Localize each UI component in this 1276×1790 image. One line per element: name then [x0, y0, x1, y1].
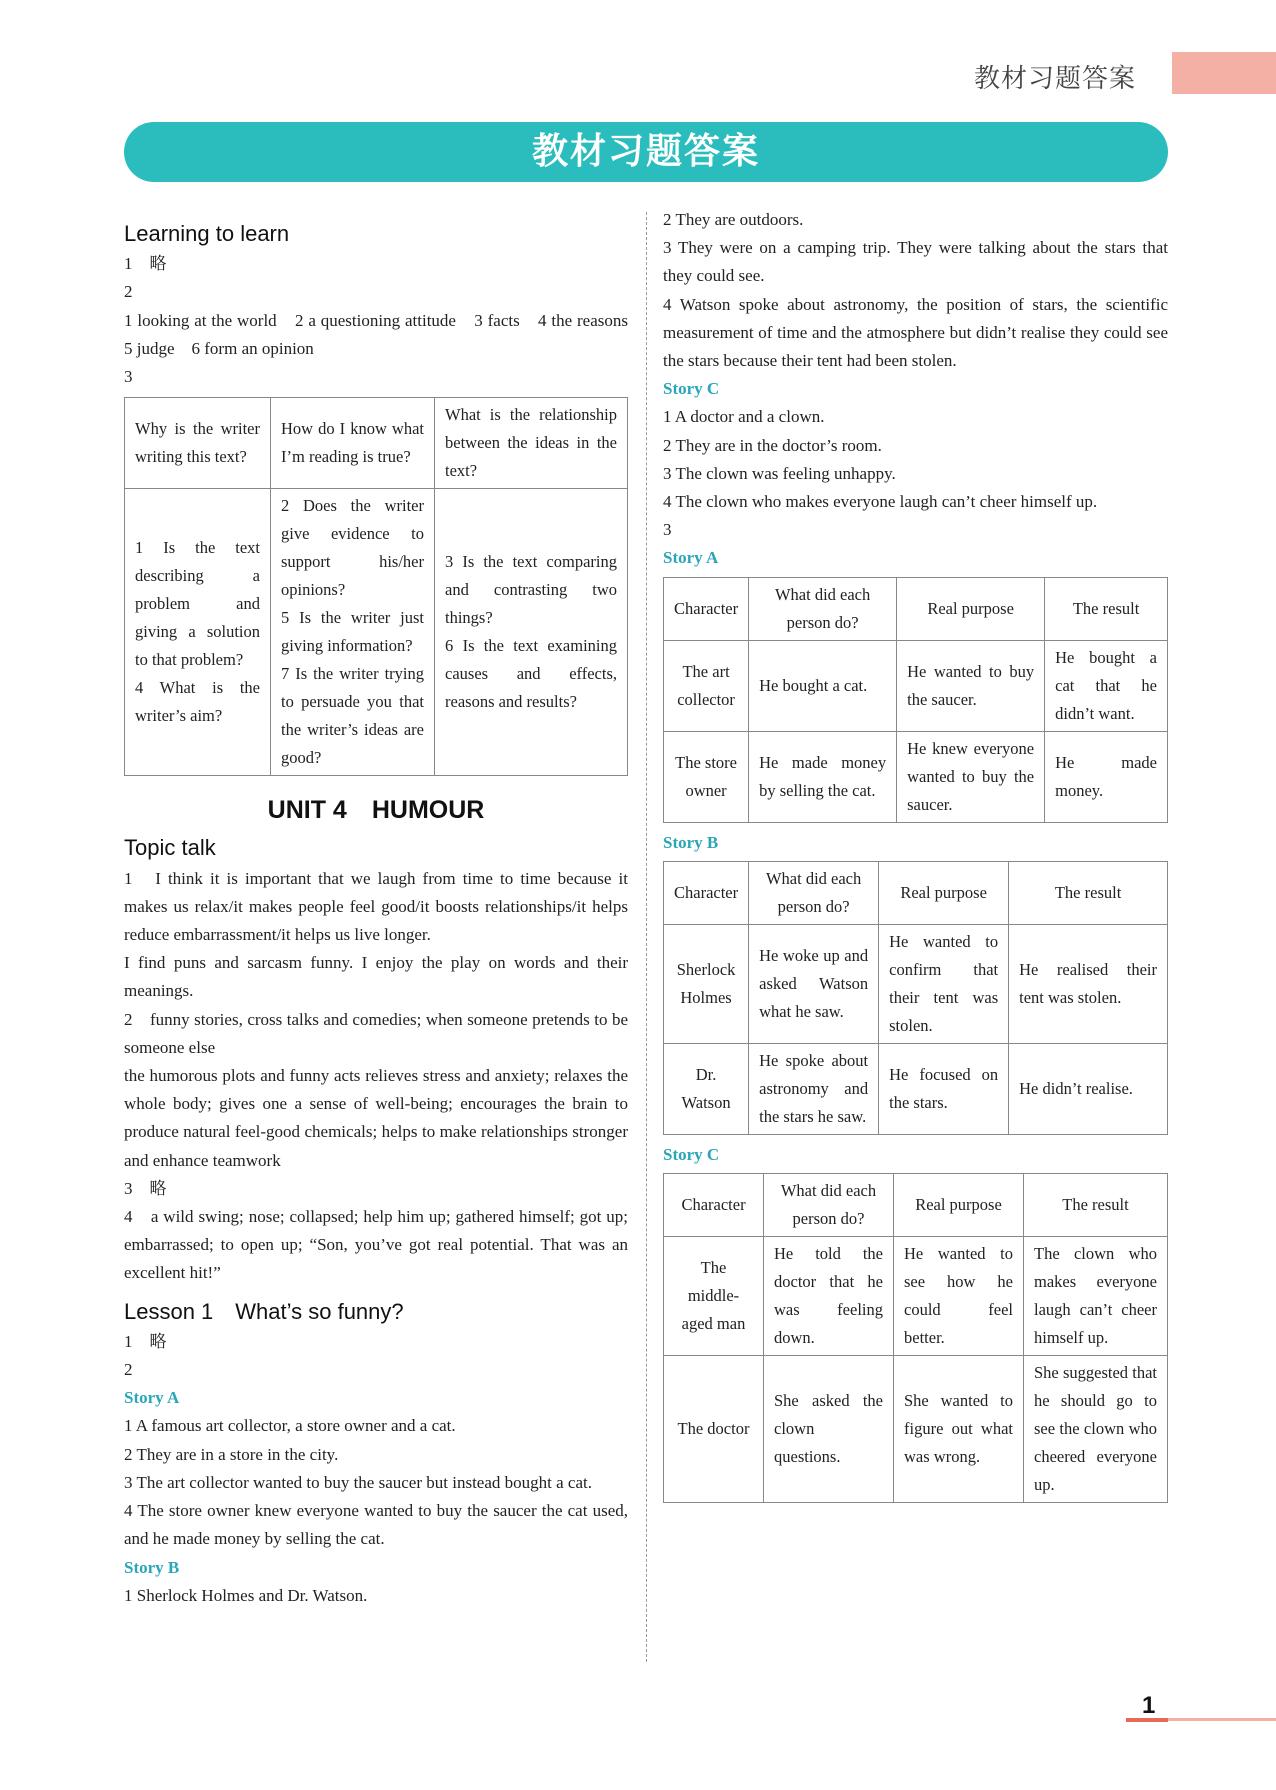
header-accent-bar [1172, 52, 1276, 94]
table-cell: He wanted to see how he could feel better. [894, 1237, 1024, 1356]
table-cell: 2 Does the writer give evidence to support his/her opinions? 5 Is the writer just giving information? 7 Is the writer trying to persuade you that the writer’s ideas are good? [271, 489, 435, 776]
table-cell: 1 Is the text describing a problem and giving a solution to that problem? 4 What is the writer’s aim? [125, 489, 271, 776]
story-label: Story C [663, 1144, 720, 1164]
answer-line: 2 They are in the doctor’s room. [663, 435, 882, 455]
column-divider [646, 212, 647, 1662]
answer-line: 4 The clown who makes everyone laugh can’t cheer himself up. [663, 492, 1098, 512]
table-cell: She asked the clown questions. [764, 1356, 894, 1503]
table-cell: She wanted to figure out what was wrong. [894, 1356, 1024, 1503]
answer-line: 2 They are in a store in the city. [124, 1444, 339, 1464]
answer-line: 1 Sherlock Holmes and Dr. Watson. [124, 1585, 368, 1605]
answer-line: 1 A doctor and a clown. [663, 407, 825, 427]
answer-line: 4 Watson spoke about astronomy, the position of stars, the scientific measurement of time and the atmosphere but didn’t realise they could see the stars because their tent had been stolen. [663, 294, 1168, 371]
answer-line: 1 looking at the world 2 a questioning attitude 3 facts 4 the reasons 5 judge 6 form an opinion [124, 310, 645, 358]
table-row [664, 640, 1168, 731]
table-cell: The store owner [664, 731, 749, 822]
column-header: The result [1024, 1174, 1168, 1237]
table-cell: The middle-aged man [664, 1237, 764, 1356]
table-cell: Sherlock Holmes [664, 924, 749, 1043]
table-cell: He knew everyone wanted to buy the saucer. [897, 731, 1045, 822]
column-header: Real purpose [897, 577, 1045, 640]
column-header: What did each person do? [764, 1174, 894, 1237]
table-cell: He bought a cat that he didn’t want. [1045, 640, 1168, 731]
answer-line: 2 [124, 282, 133, 302]
table-cell: He woke up and asked Watson what he saw. [749, 924, 879, 1043]
table-cell: She suggested that he should go to see the clown who cheered everyone up. [1024, 1356, 1168, 1503]
column-header: What did each person do? [749, 861, 879, 924]
table-cell: What is the relationship between the ideas in the text? [435, 398, 628, 489]
answer-line: 3 They were on a camping trip. They were talking about the stars that they could see. [663, 238, 1168, 286]
table-row [664, 1356, 1168, 1503]
section-heading-lesson: Lesson 1 What’s so funny? [124, 1298, 404, 1324]
story-label: Story A [663, 548, 719, 568]
story-label: Story C [663, 379, 720, 399]
story-c-table [663, 1173, 1168, 1503]
section-heading-topic: Topic talk [124, 835, 216, 861]
table-cell: Why is the writer writing this text? [125, 398, 271, 489]
answer-line: 3 [124, 367, 133, 387]
table-row [664, 731, 1168, 822]
answer-line: 4 The store owner knew everyone wanted to buy the saucer the cat used, and he made money by selling the cat. [124, 1501, 628, 1549]
column-header: What did each person do? [749, 577, 897, 640]
answer-line: 3 [663, 520, 672, 540]
table-cell: He realised their tent was stolen. [1009, 924, 1168, 1043]
table-cell: He wanted to confirm that their tent was stolen. [879, 924, 1009, 1043]
table-cell: The art collector [664, 640, 749, 731]
page-number: 1 [1142, 1692, 1156, 1719]
column-header: The result [1009, 861, 1168, 924]
table-cell: He wanted to buy the saucer. [897, 640, 1045, 731]
answer-line: 2 [124, 1360, 133, 1380]
page-banner: 教材习题答案 [124, 122, 1168, 182]
answer-paragraph: 1 I think it is important that we laugh from time to time because it makes us relax/it makes people feel good/it boosts relationships/it helps reduce embarrassment/it helps us live longer. [124, 868, 628, 945]
story-label: Story B [124, 1557, 180, 1577]
column-header: Real purpose [894, 1174, 1024, 1237]
answer-line: 1 略 [124, 254, 167, 274]
learning-table [124, 397, 628, 776]
answer-line: 1 A famous art collector, a store owner and a cat. [124, 1416, 456, 1436]
table-cell: He focused on the stars. [879, 1043, 1009, 1134]
table-cell: He spoke about astronomy and the stars he saw. [749, 1043, 879, 1134]
table-header-row [664, 577, 1168, 640]
answer-line: 2 They are outdoors. [663, 210, 804, 229]
answer-paragraph: 2 funny stories, cross talks and comedies; when someone pretends to be someone else [124, 1009, 628, 1057]
answer-line: 3 The clown was feeling unhappy. [663, 463, 896, 483]
table-row [125, 398, 628, 489]
table-row [125, 489, 628, 776]
story-b-table [663, 861, 1168, 1135]
answer-paragraph: 3 略 [124, 1178, 167, 1198]
table-cell: The clown who makes everyone laugh can’t cheer himself up. [1024, 1237, 1168, 1356]
answer-paragraph: 4 a wild swing; nose; collapsed; help him up; gathered himself; got up; embarrassed; to open up; “Son, you’ve got real potential. That was an excellent hit!” [124, 1207, 628, 1283]
left-column [124, 216, 645, 1610]
answer-paragraph: the humorous plots and funny acts relieves stress and anxiety; relaxes the whole body; gives one a sense of well-being; encourages the brain to produce natural feel-good chemicals; helps to make relationships stronger and enhance teamwork [124, 1066, 628, 1170]
table-cell: He told the doctor that he was feeling down. [764, 1237, 894, 1356]
table-row [664, 924, 1168, 1043]
story-label: Story A [124, 1388, 180, 1408]
section-heading-learning: Learning to learn [124, 221, 290, 246]
table-cell: Dr. Watson [664, 1043, 749, 1134]
table-row [664, 1237, 1168, 1356]
table-cell: 3 Is the text comparing and contrasting two things? 6 Is the text examining causes and effects, reasons and results? [435, 489, 628, 776]
column-header: The result [1045, 577, 1168, 640]
running-header-title: 教材习题答案 [973, 64, 1136, 94]
answer-line: 3 The art collector wanted to buy the saucer but instead bought a cat. [124, 1472, 592, 1492]
story-label: Story B [663, 832, 719, 852]
column-header: Character [664, 577, 749, 640]
table-cell: He made money. [1045, 731, 1168, 822]
table-cell: He made money by selling the cat. [749, 731, 897, 822]
right-column [663, 206, 1168, 1509]
story-a-table [663, 577, 1168, 823]
table-cell: He bought a cat. [749, 640, 897, 731]
table-header-row [664, 1174, 1168, 1237]
table-cell: He didn’t realise. [1009, 1043, 1168, 1134]
column-header: Character [664, 861, 749, 924]
answer-line: 1 略 [124, 1331, 167, 1351]
table-row [664, 1043, 1168, 1134]
column-header: Character [664, 1174, 764, 1237]
table-header-row [664, 861, 1168, 924]
column-header: Real purpose [879, 861, 1009, 924]
answer-paragraph: I find puns and sarcasm funny. I enjoy the play on words and their meanings. [124, 953, 628, 1001]
table-cell: The doctor [664, 1356, 764, 1503]
table-cell: How do I know what I’m reading is true? [271, 398, 435, 489]
unit-title: UNIT 4 HUMOUR [267, 796, 485, 825]
